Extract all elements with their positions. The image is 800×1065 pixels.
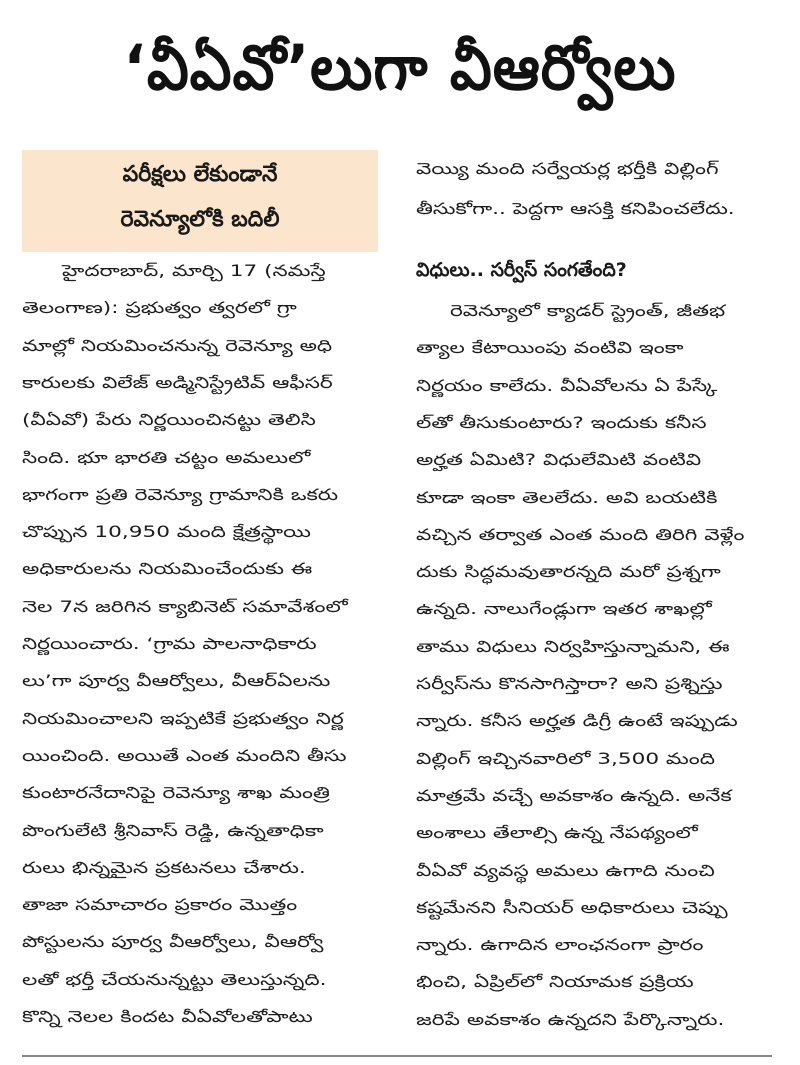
text-line: అధికారులను నియమించేందుకు ఈ bbox=[22, 559, 313, 579]
text-line: కుంటారనేదానిపై రెవెన్యూ శాఖ మంత్రి bbox=[22, 783, 330, 803]
bottom-rule bbox=[22, 1055, 772, 1057]
text-line: వచ్చిన తర్వాత ఎంత మంది తిరిగి వెళ్లేం bbox=[416, 524, 745, 544]
text-line: ఉన్నది. నాలుగేండ్లుగా ఇతర శాఖల్లో bbox=[416, 599, 712, 619]
text-line: తెలంగాణ): ప్రభుత్వం త్వరలో గ్రా bbox=[22, 298, 297, 318]
text-line: యించింది. అయితే ఎంత మందిని తీసు bbox=[22, 745, 347, 765]
text-line: కొన్ని నెలల కిందట వీఏవోలతోపాటు bbox=[22, 1007, 313, 1026]
text-line: నిర్ణయించారు. ‘గ్రామ పాలనాధికారు bbox=[22, 634, 317, 653]
headline: ‘వీఏవో’లుగా వీఆర్వోలు bbox=[123, 31, 677, 104]
text-line: మాల్లో నియమించనున్న రెవెన్యూ అధి bbox=[22, 335, 333, 355]
text-line: రెవెన్యూలో క్యాడర్‌ స్ట్రెంత్‌, జీతభ bbox=[450, 301, 726, 320]
text-line: జరిపే అవకాశం ఉన్నదని పేర్కొన్నారు. bbox=[416, 1009, 725, 1029]
text-line: తీసుకోగా.. పెద్దగా ఆసక్తి కనిపించలేదు. bbox=[416, 199, 735, 218]
subhead-line: రెవెన్యూలోకి బదిలీ bbox=[120, 207, 280, 232]
text-line: రులు భిన్నమైన ప్రకటనలు చేశారు. bbox=[22, 857, 306, 877]
text-line: సింది. భూ భారతి చట్టం అమలులో bbox=[22, 447, 311, 467]
text-line: భాగంగా ప్రతి రెవెన్యూ గ్రామానికి ఒకరు bbox=[22, 484, 339, 504]
text-line: పొంగులేటి శ్రీనివాస్‌ రెడ్డి, ఉన్నతాధికా bbox=[22, 820, 324, 840]
text-line: చొప్పున 10,950 మంది క్షేత్రస్థాయి bbox=[22, 522, 311, 542]
text-line: తాజా సమాచారం ప్రకారం మొత్తం bbox=[22, 895, 298, 915]
text-line: పోస్టులను పూర్వ వీఆర్వోలు, వీఆర్వో bbox=[22, 932, 324, 952]
text-line: కూడా ఇంకా తెలలేదు. అవి బయటికి bbox=[416, 487, 718, 507]
text-line: లతో భర్తీ చేయనున్నట్టు తెలుస్తున్నది. bbox=[22, 969, 327, 989]
text-line: మాత్రమే వచ్చే అవకాశం ఉన్నది. అనేక bbox=[416, 785, 732, 805]
text-line: న్నారు. ఉగాదిన లాంఛనంగా ప్రారం bbox=[416, 935, 704, 955]
text-line: లు’గా పూర్వ వీఆర్వోలు, వీఆర్‌ఏలను bbox=[22, 671, 331, 691]
subhead-box bbox=[22, 150, 378, 252]
section-heading: విధులు.. సర్వీస్‌ సంగతేంది? bbox=[416, 259, 627, 281]
text-line: అంశాలు తేలాల్సి ఉన్న నేపథ్యంలో bbox=[416, 823, 698, 843]
subhead-line: పరీక్షలు లేకుండానే bbox=[122, 162, 278, 187]
text-line: న్నారు. కనీస అర్హత డిగ్రీ ఉంటే ఇప్పుడు bbox=[416, 711, 738, 731]
text-line: కారులకు విలేజ్‌ అడ్మినిస్ట్రేటివ్‌ ఆఫీసర్‌ bbox=[22, 372, 333, 392]
text-line: భించి, ఏప్రిల్‌లో నియామక ప్రక్రియ bbox=[416, 972, 694, 992]
text-line: సర్వీస్‌ను కొనసాగిస్తారా? అని ప్రశ్నిస్తు bbox=[416, 674, 723, 693]
text-line: త్యాల కేటాయింపు వంటివి ఇంకా bbox=[416, 338, 684, 358]
text-line: అర్హత ఏమిటి? విధులేమిటి వంటివి bbox=[416, 450, 702, 470]
text-line: వెయ్యి మంది సర్వేయర్ల భర్తీకి విల్లింగ్‌ bbox=[416, 159, 719, 178]
text-line: దుకు సిద్ధమవుతారన్నది మరో ప్రశ్నగా bbox=[416, 562, 721, 582]
text-line: నిర్ణయం కాలేదు. వీఏవోలను ఏ పేస్కే bbox=[416, 375, 718, 395]
text-line: వీఏవో వ్యవస్థ అమలు ఉగాది నుంచి bbox=[416, 860, 715, 880]
text-line: తాము విధులు నిర్వహిస్తున్నామని, ఈ bbox=[416, 636, 730, 656]
text-line: విల్లింగ్‌ ఇచ్చినవారిలో 3,500 మంది bbox=[416, 748, 715, 768]
text-line: కష్టమేనని సీనియర్‌ అధికారులు చెప్పు bbox=[416, 897, 728, 917]
text-line: (వీఏవో) పేరు నిర్ణయించినట్టు తెలిసి bbox=[22, 410, 316, 430]
text-line: నెల 7న జరిగిన క్యాబినెట్‌ సమావేశంలో bbox=[22, 596, 348, 616]
text-line: హైదరాబాద్‌, మార్చి 17 (నమస్తే bbox=[62, 261, 326, 280]
text-line: నియమించాలని ఇప్పటికే ప్రభుత్వం నిర్ణ bbox=[22, 708, 344, 728]
text-line: ల్‌తో తీసుకుంటారు? ఇందుకు కనీస bbox=[416, 412, 707, 432]
